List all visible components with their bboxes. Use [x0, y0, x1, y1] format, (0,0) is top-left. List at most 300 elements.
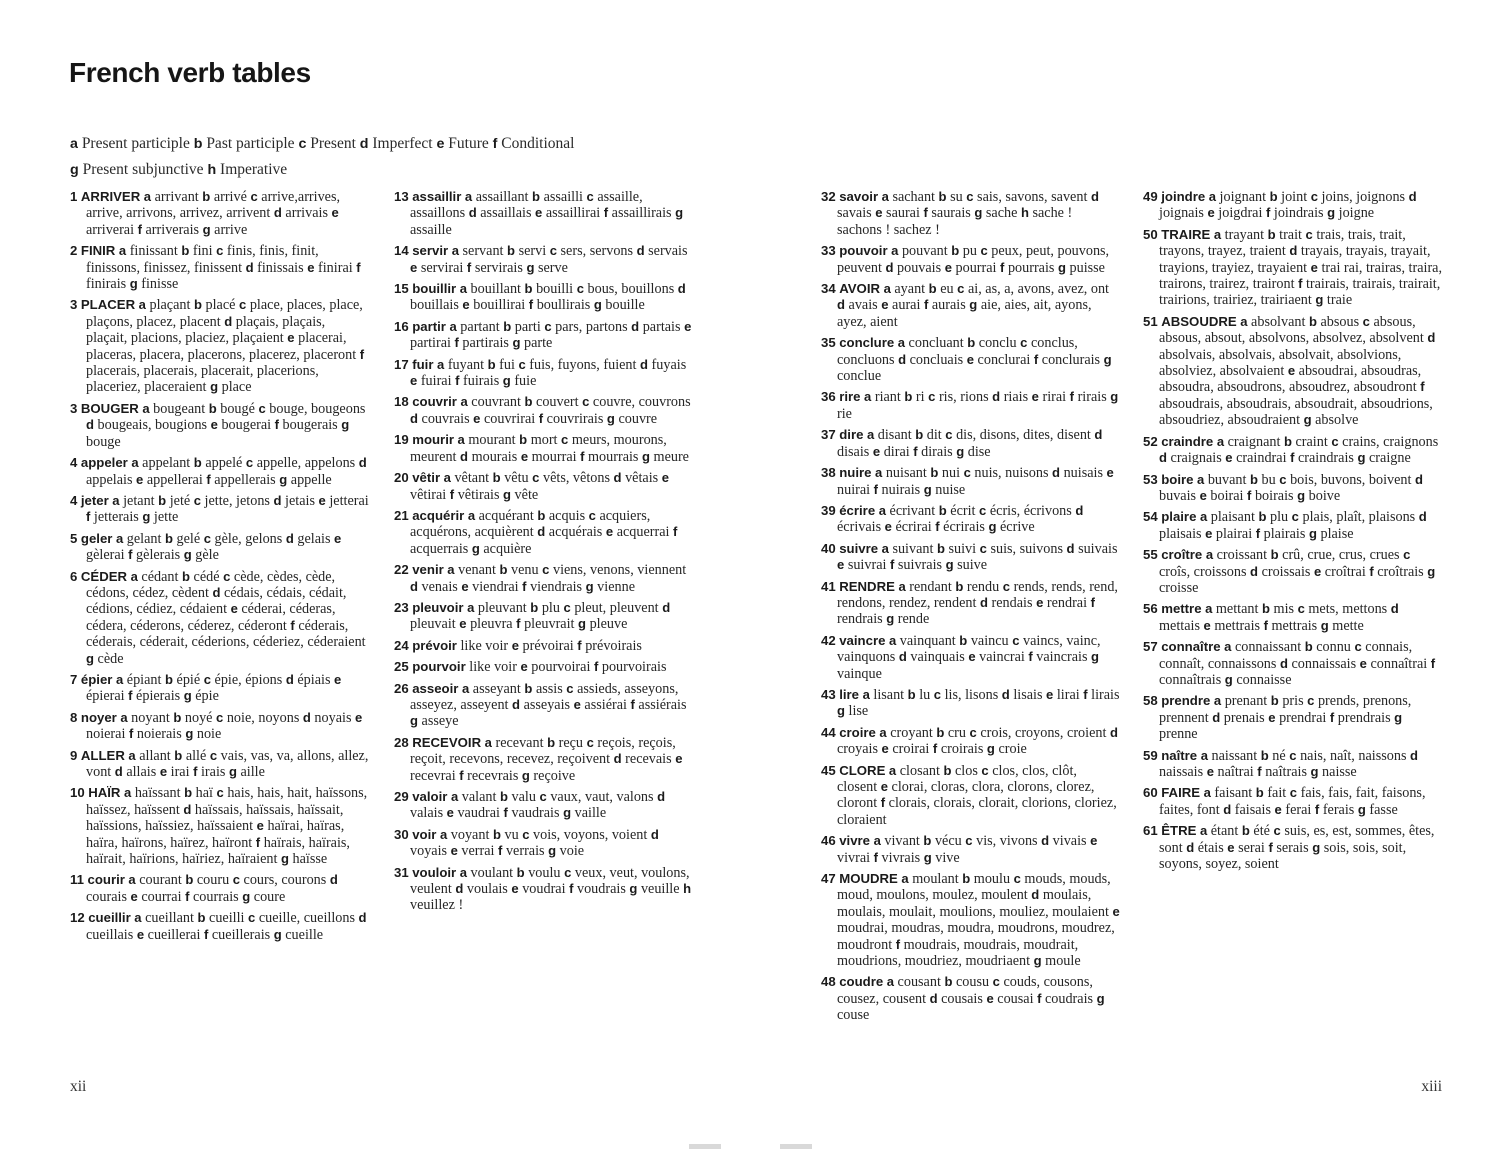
tense-label: f: [1069, 389, 1075, 405]
tense-label: b: [524, 281, 533, 297]
tense-label: f: [185, 888, 190, 904]
tense-label: f: [522, 578, 527, 594]
tense-label: a: [1199, 823, 1208, 839]
verb-entry: 47 MOUDRE a moulant b moulu c mouds, mouds, moud, moulons, moulez, moulent d moulais, moulais, moulait, moulions, mouliez, moulaient e moudrai, moudras, moudra, moudrons, moudrez, moudront f moudrais, moudrais, moudrait, moudrions, moudriez, moudriaent g moule: [821, 871, 1120, 970]
tense-label: f: [1263, 617, 1268, 633]
verb-entry: 28 RECEVOIR a recevant b reçu c reçois, reçois, reçoit, recevons, recevez, reçoivent d recevais e recevrai f recevrais g reçoive: [394, 734, 683, 784]
tense-label: c: [1354, 639, 1362, 655]
tense-label: c: [933, 686, 942, 702]
page-title: French verb tables: [69, 57, 311, 88]
tense-label: c: [566, 680, 574, 696]
tense-label: g: [606, 410, 615, 426]
tense-label: e: [966, 351, 974, 367]
entry-number: 14: [394, 243, 409, 259]
entry-number: 38: [821, 465, 836, 481]
tense-label: c: [981, 762, 989, 778]
tense-label: b: [158, 492, 167, 508]
verb-name: ÊTRE: [1161, 823, 1197, 839]
verb-entry: 42 vaincre a vainquant b vaincu c vaincs, vainc, vainquons d vainquais e vaincrai f vaincrais g vainque: [821, 632, 1101, 682]
tense-label: d: [1066, 540, 1075, 556]
entry-number: 47: [821, 871, 836, 887]
tense-label: g: [341, 417, 350, 433]
verb-name: boire: [1161, 471, 1194, 487]
tense-label: c: [258, 400, 266, 416]
tense-label: c: [1310, 189, 1318, 204]
tense-label: b: [1269, 189, 1278, 204]
tense-label: e: [450, 843, 458, 859]
tense-label: a: [898, 578, 906, 594]
tense-label: g: [526, 259, 535, 275]
tense-label: b: [532, 189, 541, 204]
entry-number: 3: [70, 297, 78, 313]
tense-label: g: [503, 486, 511, 502]
tense-label: d: [636, 243, 645, 259]
tense-label: d: [512, 696, 521, 712]
tense-label: e: [520, 448, 529, 464]
verb-name: AVOIR: [839, 281, 881, 297]
verb-entry: 14 servir a servant b servi c sers, servons d servais e servirai f servirais g serve: [394, 243, 688, 276]
tense-label: e: [436, 136, 445, 152]
tense-label: b: [944, 974, 953, 990]
tense-label: f: [290, 617, 295, 633]
tense-label: c: [586, 189, 594, 204]
tense-label: e: [661, 470, 669, 486]
tense-label: g: [969, 297, 978, 313]
tense-label: e: [986, 990, 994, 1006]
tense-label: c: [588, 507, 596, 523]
entry-number: 58: [1143, 693, 1158, 709]
verb-name: croître: [1161, 547, 1203, 563]
tense-label: e: [535, 205, 543, 221]
verb-name: pleuvoir: [412, 599, 464, 615]
tense-label: g: [1357, 450, 1366, 466]
tense-label: c: [248, 910, 256, 926]
tense-label: b: [524, 680, 533, 696]
verb-entry: 41 RENDRE a rendant b rendu c rends, rends, rend, rendons, rendez, rendent d rendais e rendrai f rendrais g rende: [821, 578, 1118, 628]
tense-label: b: [193, 297, 202, 313]
verb-name: croire: [839, 724, 876, 740]
tense-label: a: [120, 709, 128, 725]
verb-name: MOUDRE: [839, 871, 898, 887]
tense-label: b: [181, 243, 190, 259]
tense-label: c: [582, 394, 590, 410]
tense-label: a: [879, 724, 887, 740]
tense-label: d: [537, 524, 546, 540]
entry-number: 51: [1143, 313, 1158, 329]
tense-label: g: [1057, 259, 1066, 275]
verb-entry: 44 croire a croyant b cru c crois, croyons, croient d croyais e croirai f croirais g croie: [821, 724, 1118, 758]
tense-label: f: [880, 795, 886, 811]
tense-label: c: [216, 709, 224, 725]
tense-label: f: [923, 205, 928, 221]
entry-number: 4: [70, 455, 78, 471]
verb-name: assaillir: [412, 189, 462, 204]
tense-label: c: [298, 136, 307, 152]
verb-name: couvrir: [412, 394, 457, 410]
tense-label: f: [593, 659, 599, 675]
verb-column-2: [394, 189, 693, 919]
tense-label: b: [943, 762, 952, 778]
tense-label: d: [358, 455, 367, 471]
verb-entry: 61 ÊTRE a étant b été c suis, es, est, sommes, êtes, sont d étais e serai f serais g sois, sois, soit, soyons, soyez, soient: [1143, 823, 1435, 873]
tense-label: d: [980, 594, 988, 610]
tense-label: f: [1298, 276, 1303, 292]
tense-label: b: [928, 281, 937, 297]
tense-label: g: [578, 616, 587, 632]
tense-label: b: [516, 864, 525, 880]
tense-label: d: [245, 259, 254, 275]
tense-label: e: [1036, 594, 1044, 610]
tense-label: f: [503, 805, 508, 821]
tense-label: d: [212, 584, 221, 600]
tense-label: g: [242, 888, 251, 904]
tense-label: f: [1369, 563, 1374, 579]
tense-label: g: [886, 611, 895, 627]
tense-label: f: [923, 297, 929, 313]
verb-entry: 16 partir a partant b parti c pars, partons d partais e partirai f partirais g parte: [394, 318, 692, 352]
tense-label: e: [1225, 450, 1233, 466]
tense-label: b: [938, 502, 947, 518]
tense-label: e: [334, 530, 342, 546]
tense-label: c: [1279, 471, 1287, 487]
verb-name: RENDRE: [839, 578, 895, 594]
tense-label: d: [631, 318, 640, 334]
tense-label: a: [443, 470, 451, 486]
tense-label: g: [279, 471, 288, 487]
tense-label: d: [359, 136, 369, 152]
verb-name: ABSOUDRE: [1161, 313, 1237, 329]
verb-name: BOUGER: [80, 400, 139, 416]
verb-name: coudre: [839, 974, 884, 990]
verb-name: pouvoir: [839, 243, 888, 259]
verb-entry: 17 fuir a fuyant b fui c fuis, fuyons, fuient d fuyais e fuirai f fuirais g fuie: [394, 356, 687, 390]
tense-label: b: [524, 394, 533, 410]
tense-label: c: [980, 243, 988, 259]
tense-label: g: [1310, 764, 1319, 779]
verb-name: acquérir: [412, 507, 465, 523]
tense-label: g: [1110, 389, 1119, 405]
verb-name: joindre: [1161, 189, 1206, 204]
tense-label: a: [128, 747, 136, 763]
tense-label: e: [473, 410, 481, 426]
tense-label: b: [1267, 226, 1276, 242]
verb-name: suivre: [839, 540, 879, 556]
entry-number: 1: [70, 189, 78, 204]
tense-label: f: [449, 486, 455, 502]
verb-name: mourir: [412, 432, 454, 448]
tense-label: g: [281, 851, 289, 867]
tense-label: e: [675, 751, 683, 767]
tense-label: c: [979, 502, 987, 518]
verb-name: venir: [412, 562, 444, 578]
entry-number: 44: [821, 724, 836, 740]
verb-entry: 12 cueillir a cueillant b cueilli c cueille, cueillons d cueillais e cueillerai f cueillerais g cueille: [70, 910, 367, 943]
verb-entry: 54 plaire a plaisant b plu c plais, plaît, plaisons d plaisais e plairai f plairais g plaise: [1143, 509, 1427, 542]
tense-label: g: [988, 519, 997, 535]
tense-label: c: [216, 785, 224, 801]
verb-name: écrire: [839, 502, 876, 518]
tense-label: c: [586, 734, 594, 750]
tense-label: c: [522, 826, 530, 842]
tense-label: c: [250, 189, 258, 204]
verb-entry: 8 noyer a noyant b noyé c noie, noyons d noyais e noierai f noierais g noie: [70, 709, 363, 743]
entry-number: 19: [394, 432, 409, 448]
tense-label: e: [1199, 487, 1207, 503]
tense-label: e: [410, 259, 418, 275]
entry-number: 53: [1143, 471, 1158, 487]
tense-label: f: [137, 221, 142, 237]
tense-label: d: [1223, 801, 1232, 817]
tense-label: a: [464, 189, 473, 204]
verb-name: TRAIRE: [1161, 226, 1211, 242]
verb-entry: 9 ALLER a allant b allé c vais, vas, va, allons, allez, vont d allais e irai f irais g aille: [70, 747, 369, 780]
tense-label: f: [935, 519, 940, 535]
entry-number: 16: [394, 318, 409, 334]
tense-label: g: [228, 764, 237, 779]
tense-label: e: [459, 616, 467, 632]
tense-label: b: [507, 243, 516, 259]
tense-label: a: [450, 789, 459, 804]
tense-label: d: [1427, 330, 1436, 346]
verb-entry: 32 savoir a sachant b su c sais, savons, savent d savais e saurai f saurais g sache h sache ! sachons ! sachez !: [821, 189, 1099, 238]
verb-name: lire: [839, 686, 860, 702]
entry-number: 20: [394, 470, 409, 486]
tense-label: a: [1203, 785, 1211, 801]
entry-number: 56: [1143, 601, 1158, 617]
entry-number: 5: [70, 530, 78, 546]
page-edge-artifact: [780, 1144, 812, 1149]
verb-entry: 35 conclure a concluant b conclu c conclus, concluons d concluais e conclurai f conclurais g conclue: [821, 335, 1112, 385]
entry-number: 28: [394, 734, 409, 750]
entry-number: 7: [70, 671, 78, 687]
tense-label: f: [889, 557, 895, 573]
tense-label: c: [1305, 226, 1313, 242]
tense-label: f: [580, 448, 585, 464]
verb-entry: 46 vivre a vivant b vécu c vis, vivons d vivais e vivrai f vivrais g vive: [821, 833, 1098, 866]
tense-label: b: [967, 335, 976, 351]
verb-entry: 38 nuire a nuisant b nui c nuis, nuisons d nuisais e nuirai f nuirais g nuise: [821, 465, 1114, 498]
tense-label: g: [974, 205, 983, 221]
tense-label: g: [142, 509, 151, 525]
entry-number: 46: [821, 833, 836, 849]
tense-label: d: [1250, 563, 1259, 579]
tense-label: g: [1103, 351, 1112, 367]
tense-label: a: [1224, 639, 1232, 655]
entry-number: 61: [1143, 823, 1158, 839]
tense-label: a: [881, 540, 889, 556]
verb-name: prendre: [1161, 693, 1211, 709]
tense-label: g: [502, 373, 511, 389]
tense-label: g: [642, 448, 650, 464]
tense-label: e: [884, 519, 892, 535]
entry-number: 43: [821, 686, 836, 702]
tense-label: b: [904, 389, 913, 405]
tense-label: b: [208, 400, 217, 416]
tense-label: f: [359, 346, 365, 362]
tense-label: g: [1091, 649, 1100, 665]
tense-label: e: [684, 318, 692, 334]
tense-label: g: [471, 540, 480, 556]
tense-label: f: [630, 696, 635, 712]
tense-label: g: [675, 205, 684, 221]
tense-label: d: [613, 751, 622, 767]
tense-label: d: [650, 826, 659, 842]
tense-label: g: [183, 688, 192, 704]
tense-label: c: [245, 455, 254, 471]
tense-label: c: [561, 432, 569, 448]
tense-label: b: [499, 562, 508, 578]
tense-label: a: [130, 568, 138, 584]
verb-entry: 11 courir a courant b couru c cours, courons d courais e courrai f courrais g coure: [70, 872, 338, 905]
tense-label: c: [1362, 313, 1370, 329]
tense-label: b: [936, 724, 945, 740]
tense-label: a: [888, 632, 897, 648]
tense-label: a: [142, 400, 150, 416]
verb-entry: 5 geler a gelant b gelé c gèle, gelons d gelais e gèlerai f gèlerais g gèle: [70, 530, 342, 564]
tense-label: b: [1308, 313, 1317, 329]
entry-number: 33: [821, 243, 836, 259]
tense-label: f: [895, 936, 901, 952]
verb-name: RECEVOIR: [412, 734, 482, 750]
tense-label: f: [1028, 649, 1033, 665]
tense-label: b: [1270, 547, 1279, 563]
tense-label: b: [519, 432, 528, 448]
verb-entry: 22 venir a venant b venu c viens, venons, viennent d venais e viendrai f viendrais g vienne: [394, 562, 687, 595]
tense-label: c: [1291, 509, 1299, 525]
tense-label: c: [1020, 335, 1028, 351]
tense-label: c: [223, 568, 231, 584]
tense-label: a: [70, 136, 78, 152]
tense-label: b: [185, 872, 194, 888]
entry-number: 39: [821, 502, 836, 518]
tense-label: g: [1096, 990, 1105, 1006]
tense-label: b: [1262, 601, 1270, 617]
verb-name: fuir: [412, 356, 434, 372]
tense-label: g: [548, 843, 557, 859]
tense-label: f: [1000, 259, 1005, 275]
tense-label: a: [864, 389, 872, 405]
tense-label: a: [862, 686, 870, 702]
entry-number: 42: [821, 632, 836, 648]
verb-entry: 56 mettre a mettant b mis c mets, mettons d mettais e mettrais f mettrais g mette: [1143, 601, 1399, 634]
tense-label: f: [128, 688, 133, 704]
tense-label: f: [1329, 709, 1335, 725]
tense-label: g: [1327, 205, 1336, 221]
tense-label: a: [484, 734, 492, 750]
page-edge-artifact: [689, 1144, 721, 1149]
tense-label: f: [193, 764, 198, 779]
tense-label: d: [273, 492, 282, 508]
verb-name: dire: [839, 427, 864, 443]
tense-label: b: [492, 470, 501, 486]
tense-label: a: [115, 530, 124, 546]
tense-label: a: [897, 335, 905, 351]
verb-entry: 23 pleuvoir a pleuvant b plu c pleut, pleuvent d pleuvait e pleuvra f pleuvrait g pleuve: [394, 599, 671, 633]
tense-label: c: [1013, 871, 1021, 887]
tense-label: e: [605, 524, 614, 540]
tense-label: b: [165, 530, 173, 546]
tense-label: a: [901, 871, 909, 887]
entry-number: 48: [821, 974, 836, 990]
tense-label: d: [1090, 189, 1099, 204]
verb-entry: 51 ABSOUDRE a absolvant b absous c absous, absous, absout, absolvons, absolvez, absolvent d absolvais, absolvais, absolvait, absolvions, absolviez, absolvaient e absoudrai, absoudras, absoudra, absoudrons, absoudrez, absoudront f absoudrais, absoudrais, absoudrait, absoudrions, absoudriez, absoudraient g absolve: [1143, 313, 1436, 429]
tense-label: e: [968, 649, 976, 665]
tense-label: d: [640, 356, 648, 372]
tense-label: a: [1199, 509, 1208, 525]
tense-label: a: [875, 465, 883, 481]
tense-label: c: [1273, 823, 1281, 839]
entry-number: 17: [394, 356, 409, 372]
tense-label: f: [932, 741, 938, 757]
tense-label: e: [944, 259, 952, 275]
verb-entry: 26 asseoir a asseyant b assis c assieds, asseyons, asseyez, asseyent d asseyais e assiérai f assiérais g asseye: [394, 680, 687, 730]
tense-label: f: [1037, 990, 1042, 1006]
tense-label: e: [880, 779, 888, 794]
entry-number: 50: [1143, 226, 1158, 242]
entry-number: 6: [70, 568, 78, 584]
tense-label: b: [936, 540, 945, 556]
tense-label: a: [888, 762, 897, 778]
tense-label: f: [466, 259, 472, 275]
tense-label: f: [569, 881, 574, 897]
tense-label: h: [683, 881, 692, 897]
tense-label: e: [881, 297, 889, 313]
tense-label: c: [549, 243, 557, 259]
tense-label: b: [1241, 823, 1250, 839]
tense-label: h: [1020, 205, 1029, 221]
tense-label: f: [454, 335, 459, 351]
tense-label: f: [274, 417, 279, 433]
tense-label: e: [230, 601, 238, 617]
entry-number: 37: [821, 427, 836, 443]
tense-label: f: [538, 410, 544, 426]
tense-label: f: [1265, 205, 1271, 221]
tense-label: b: [537, 507, 546, 523]
tense-label: f: [673, 524, 678, 540]
tense-label: b: [951, 243, 960, 259]
entry-number: 31: [394, 864, 409, 880]
tense-label: g: [512, 335, 521, 351]
entry-number: 52: [1143, 433, 1158, 449]
tense-label: a: [1208, 189, 1216, 204]
verb-entry: 29 valoir a valant b valu c vaux, vaut, valons d valais e vaudrai f vaudrais g vaille: [394, 789, 666, 822]
entry-number: 10: [70, 785, 85, 801]
tense-label: g: [593, 297, 602, 313]
tense-label: c: [1331, 433, 1339, 449]
verb-entry: 50 TRAIRE a trayant b trait c trais, trais, trait, trayons, trayez, traient d trayais, trayais, trayait, trayions, trayiez, trayaient e trai rai, trairas, traira, trairons, trairez, trairont f trairais, trairais, trairait, trairions, trairiez, trairiaent g traie: [1143, 226, 1443, 309]
tense-label: g: [70, 162, 79, 178]
entry-number: 45: [821, 762, 836, 778]
entry-number: 54: [1143, 509, 1158, 525]
tense-label: f: [873, 481, 878, 497]
tense-label: g: [629, 881, 638, 897]
tense-label: a: [134, 910, 142, 926]
tense-label: b: [487, 356, 496, 372]
tense-label: f: [86, 509, 91, 525]
tense-label: a: [112, 492, 120, 508]
tense-label: b: [955, 578, 964, 594]
tense-label: c: [564, 864, 572, 880]
tense-label: h: [207, 162, 217, 178]
tense-label: g: [183, 547, 192, 563]
verb-name: voir: [412, 826, 437, 842]
tense-label: d: [1075, 502, 1084, 518]
verb-entry: 6 CÉDER a cédant b cédé c cède, cèdes, cède, cédons, cédez, cèdent d cédais, cédais, cédait, cédions, cédiez, cédaient e céderai, céderas, cédera, céderons, céderez, céderont f céderais, céderais, céderait, céderions, céderiez, céderaient g cède: [70, 568, 366, 667]
verb-name: bouillir: [412, 281, 457, 297]
tense-label: d: [285, 530, 294, 546]
tense-label: b: [182, 568, 190, 584]
tense-label: e: [511, 637, 519, 653]
